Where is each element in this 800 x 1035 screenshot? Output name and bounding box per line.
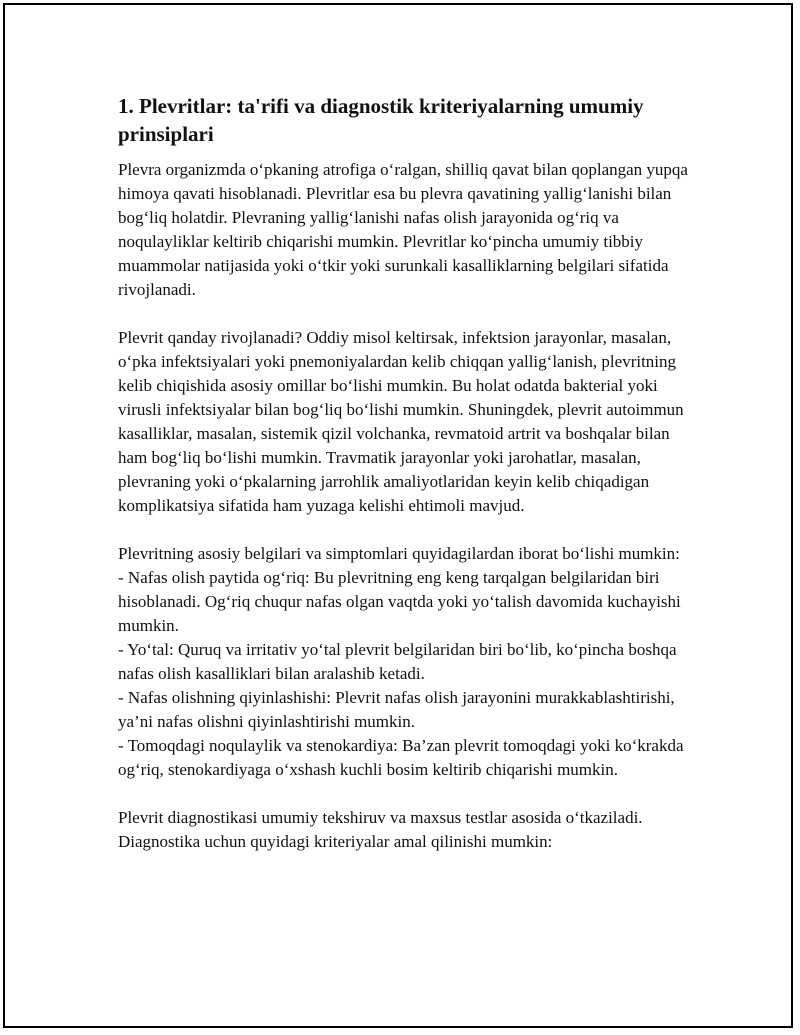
paragraph-symptoms: Plevritning asosiy belgilari va simptomlari quyidagilardan iborat bo‘lishi mumkin: - Nafas olish paytida og‘riq: Bu plevritning eng keng tarqalgan belgilaridan biri hisoblanadi. Og‘riq chuqur nafas olgan vaqtda yoki yo‘talish davomida kuchayishi mumkin. - Yo‘tal: Quruq va irritativ yo‘tal plevrit belgilaridan biri bo‘lib, ko‘pincha boshqa nafas olish kasalliklari bilan aralashib ketadi. - Nafas olishning qiyinlashishi: Plevrit nafas olish jarayonini murakkablashtirishi, ya’ni nafas olishni qiyinlashtirishi mumkin. - Tomoqdagi noqulaylik va stenokardiya: Ba’zan plevrit tomoqdagi yoki ko‘krakda og‘riq, stenokardiyaga o‘xshash kuchli bosim keltirib chiqarishi mumkin.	[118, 544, 684, 779]
document-body	[118, 92, 698, 854]
paragraph-definition: Plevra organizmda o‘pkaning atrofiga o‘ralgan, shilliq qavat bilan qoplangan yupqa himoya qavati hisoblanadi. Plevritlar esa bu plevra qavatining yallig‘lanishi bilan bog‘liq holatdir. Plevraning yallig‘lanishi nafas olish jarayonida og‘riq va noqulayliklar keltirib chiqarishi mumkin. Plevritlar ko‘pincha umumiy tibbiy muammolar natijasida yoki o‘tkir yoki surunkali kasalliklarning belgilari sifatida rivojlanadi.	[118, 160, 688, 299]
document-title: 1. Plevritlar: ta'rifi va diagnostik kriteriyalarning umumiy prinsiplari	[118, 94, 644, 146]
paragraph-causes: Plevrit qanday rivojlanadi? Oddiy misol keltirsak, infektsion jarayonlar, masalan, o‘pka infektsiyalari yoki pnemoniyalardan kelib chiqqan yallig‘lanish, plevritning kelib chiqishida asosiy omillar bo‘lishi mumkin. Bu holat odatda bakterial yoki virusli infektsiyalar bilan bog‘liq bo‘lishi mumkin. Shuningdek, plevrit autoimmun kasalliklar, masalan, sistemik qizil volchanka, revmatoid artrit va boshqalar bilan ham bog‘liq bo‘lishi mumkin. Travmatik jarayonlar yoki jarohatlar, masalan, plevraning yoki o‘pkalarning jarrohlik amaliyotlaridan keyin kelib chiqadigan komplikatsiya sifatida ham yuzaga kelishi ehtimoli mavjud.	[118, 328, 684, 515]
paragraph-diagnostics: Plevrit diagnostikasi umumiy tekshiruv va maxsus testlar asosida o‘tkaziladi. Diagnostika uchun quyidagi kriteriyalar amal qilinishi mumkin:	[118, 808, 643, 851]
